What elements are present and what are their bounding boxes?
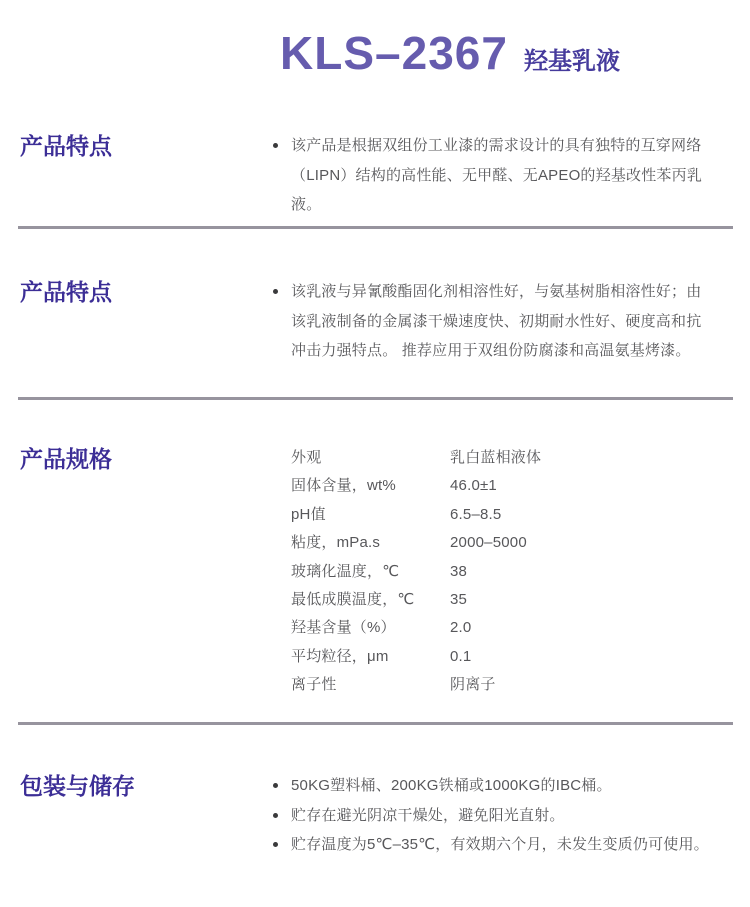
spec-label: 平均粒径，μm (291, 647, 389, 665)
bullet-text: 该产品是根据双组份工业漆的需求设计的具有独特的互穿网络（LIPN）结构的高性能、无甲醛、无APEO的羟基改性苯丙乳液。 (291, 137, 703, 213)
spec-value: 阴离子 (450, 676, 496, 694)
bullet-icon (273, 143, 278, 148)
section-content-features-2 (273, 277, 733, 366)
spec-label: 粘度，mPa.s (291, 534, 381, 552)
bullet-text: 该乳液与异氰酸酯固化剂相溶性好，与氨基树脂相溶性好；由该乳液制备的金属漆干燥速度快、初期耐水性好、硬度高和抗冲击力强特点。 推荐应用于双组份防腐漆和高温氨基烤漆。 (291, 283, 702, 359)
section-specs (0, 444, 750, 700)
section-content-features-1 (273, 131, 733, 220)
spec-label: 外观 (291, 449, 322, 466)
list-item (273, 801, 713, 831)
bullet-text: 50KG塑料桶、200KG铁桶或1000KG的IBC桶。 (291, 777, 612, 794)
spec-table (273, 444, 733, 700)
section-features-2 (0, 277, 750, 366)
table-row (291, 529, 713, 557)
list-item (273, 131, 713, 220)
spec-label: 羟基含量（%） (291, 619, 396, 637)
spec-value: 乳白蓝相液体 (450, 449, 542, 466)
section-heading-packaging: 包装与储存 (20, 773, 135, 799)
spec-value: 35 (450, 591, 468, 609)
bullet-icon (273, 813, 278, 818)
bullet-text: 贮存在避光阴凉干燥处，避免阳光直射。 (291, 806, 565, 824)
bullet-icon (273, 783, 278, 788)
spec-label: 最低成膜温度，℃ (291, 591, 415, 609)
spec-label: 离子性 (291, 676, 337, 694)
table-row (291, 671, 713, 699)
list-item (273, 771, 713, 801)
section-heading-features-1: 产品特点 (20, 133, 112, 159)
spec-value: 38 (450, 562, 468, 580)
spec-value: 46.0±1 (450, 477, 497, 495)
spec-label: 玻璃化温度，℃ (291, 562, 400, 580)
spec-value: 2000–5000 (450, 534, 527, 552)
product-subtitle: 羟基乳液 (523, 48, 620, 75)
section-heading-specs: 产品规格 (20, 446, 112, 472)
list-item (273, 277, 713, 366)
bullet-icon (273, 842, 278, 847)
bullet-icon (273, 289, 278, 294)
table-row (291, 501, 713, 529)
table-row (291, 472, 713, 500)
list-item (273, 830, 713, 860)
table-row (291, 586, 713, 614)
spec-value: 6.5–8.5 (450, 505, 502, 523)
section-content-packaging (273, 771, 733, 860)
divider (18, 397, 733, 400)
table-row (291, 558, 713, 586)
spec-label: 固体含量，wt% (291, 477, 396, 495)
section-heading-features-2: 产品特点 (20, 279, 112, 305)
section-features-1 (0, 131, 750, 220)
section-packaging (0, 771, 750, 860)
spec-label: pH值 (291, 505, 326, 523)
table-row (291, 444, 713, 472)
spec-value: 2.0 (450, 619, 472, 637)
document-title-row (0, 26, 750, 80)
table-row (291, 643, 713, 671)
spec-value: 0.1 (450, 647, 472, 665)
divider (18, 226, 733, 229)
table-row (291, 614, 713, 642)
product-code-title: KLS–2367 (280, 27, 508, 79)
divider (18, 722, 733, 725)
bullet-text: 贮存温度为5℃–35℃，有效期六个月，未发生变质仍可使用。 (291, 836, 709, 853)
